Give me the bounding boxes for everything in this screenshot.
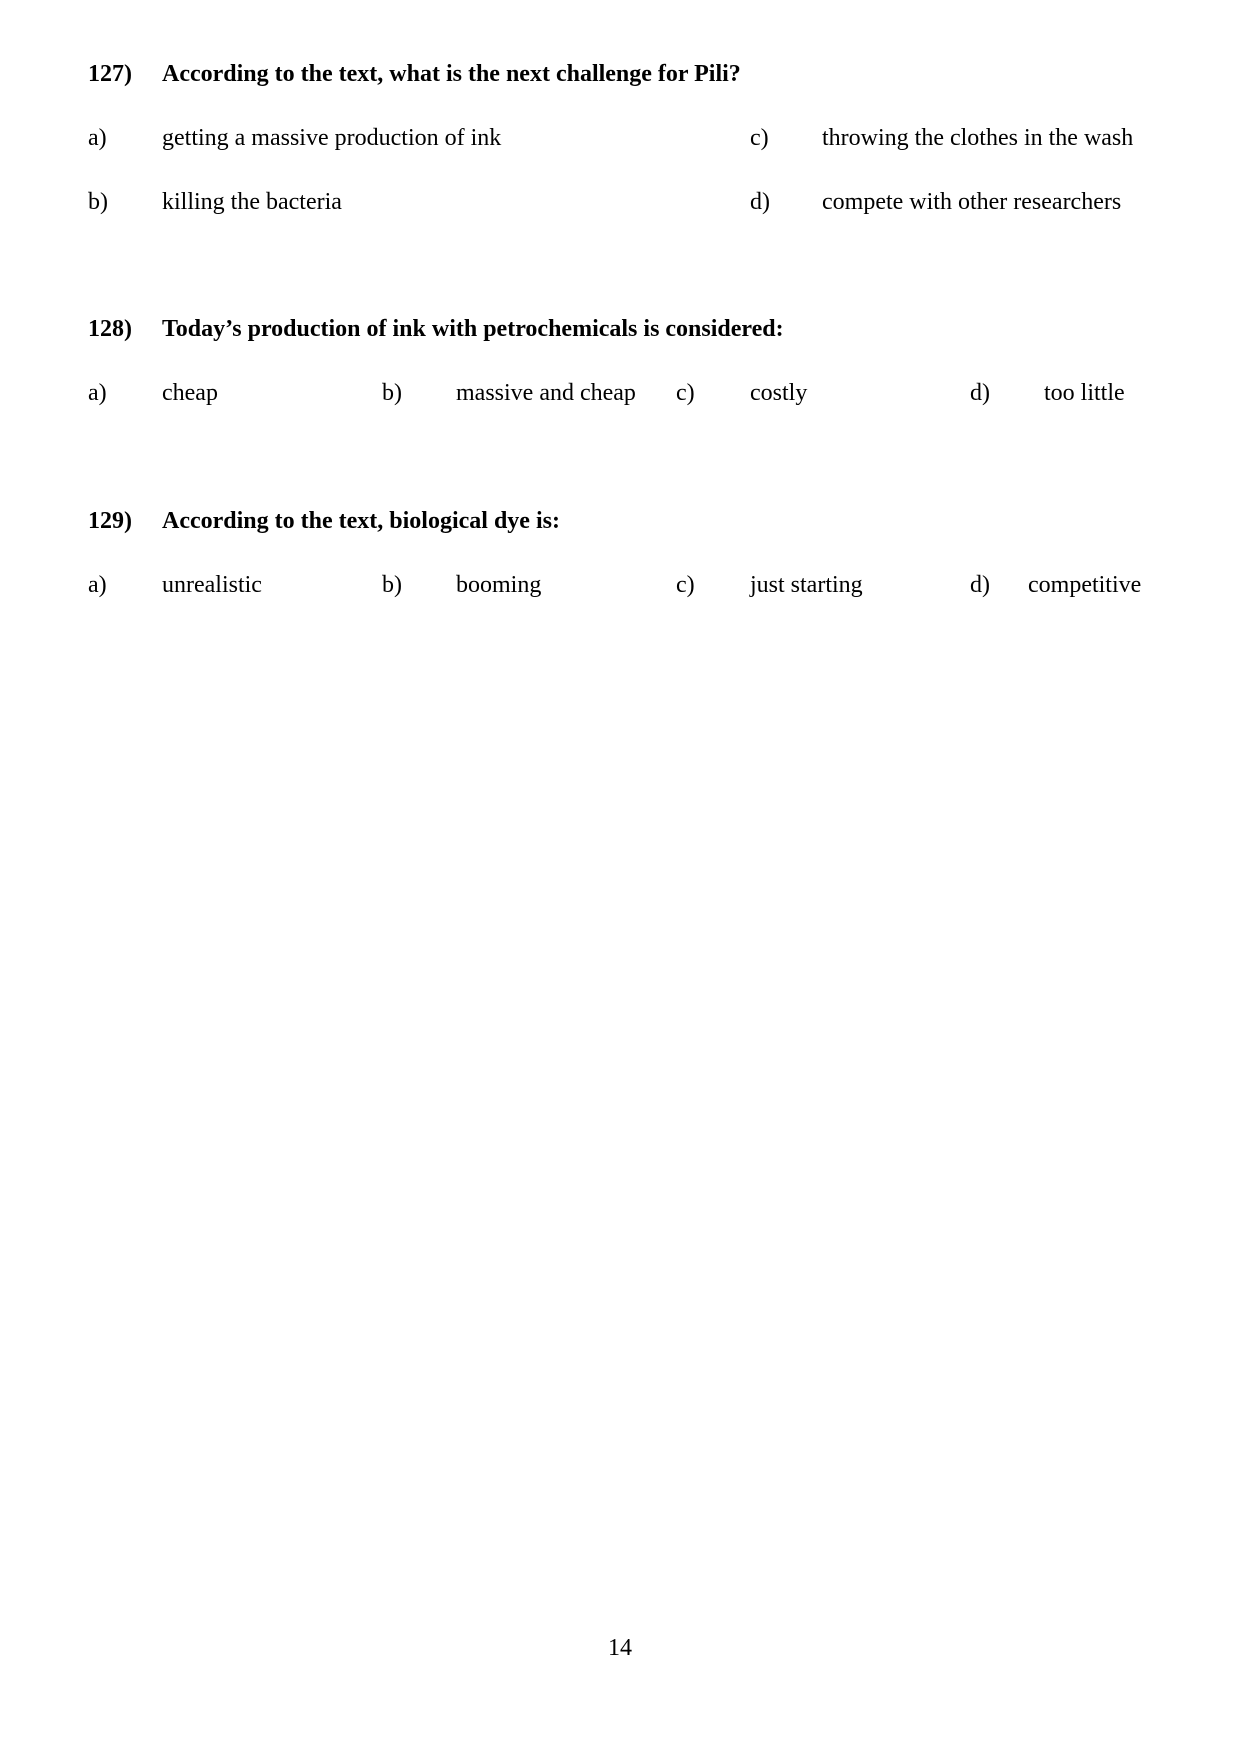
question-prompt: According to the text, biological dye is: bbox=[162, 508, 560, 534]
option-text-c: throwing the clothes in the wash bbox=[822, 125, 1134, 151]
option-text-c: just starting bbox=[750, 572, 863, 598]
option-text-b: booming bbox=[456, 572, 542, 598]
option-text-d: too little bbox=[1044, 380, 1125, 406]
question-prompt: Today’s production of ink with petrochemicals is considered: bbox=[162, 316, 784, 342]
option-letter-b: b) bbox=[382, 380, 402, 406]
option-letter-a: a) bbox=[88, 572, 107, 598]
page-number: 14 bbox=[608, 1635, 632, 1661]
option-letter-c: c) bbox=[676, 380, 695, 406]
question-prompt: According to the text, what is the next challenge for Pili? bbox=[162, 61, 741, 87]
question-number: 129) bbox=[88, 508, 132, 534]
question-number: 128) bbox=[88, 316, 132, 342]
option-letter-a: a) bbox=[88, 380, 107, 406]
option-letter-d: d) bbox=[970, 380, 990, 406]
option-text-d: competitive bbox=[1028, 572, 1142, 598]
option-letter-d: d) bbox=[970, 572, 990, 598]
option-text-b: killing the bacteria bbox=[162, 189, 342, 215]
question-number: 127) bbox=[88, 61, 132, 87]
option-letter-d: d) bbox=[750, 189, 770, 215]
option-letter-b: b) bbox=[382, 572, 402, 598]
option-text-a: getting a massive production of ink bbox=[162, 125, 502, 151]
option-text-b: massive and cheap bbox=[456, 380, 636, 406]
option-text-a: cheap bbox=[162, 380, 218, 406]
option-text-d: compete with other researchers bbox=[822, 189, 1122, 215]
option-text-c: costly bbox=[750, 380, 808, 406]
option-letter-c: c) bbox=[676, 572, 695, 598]
option-letter-c: c) bbox=[750, 125, 769, 151]
option-letter-b: b) bbox=[88, 189, 108, 215]
option-text-a: unrealistic bbox=[162, 572, 262, 598]
option-letter-a: a) bbox=[88, 125, 107, 151]
